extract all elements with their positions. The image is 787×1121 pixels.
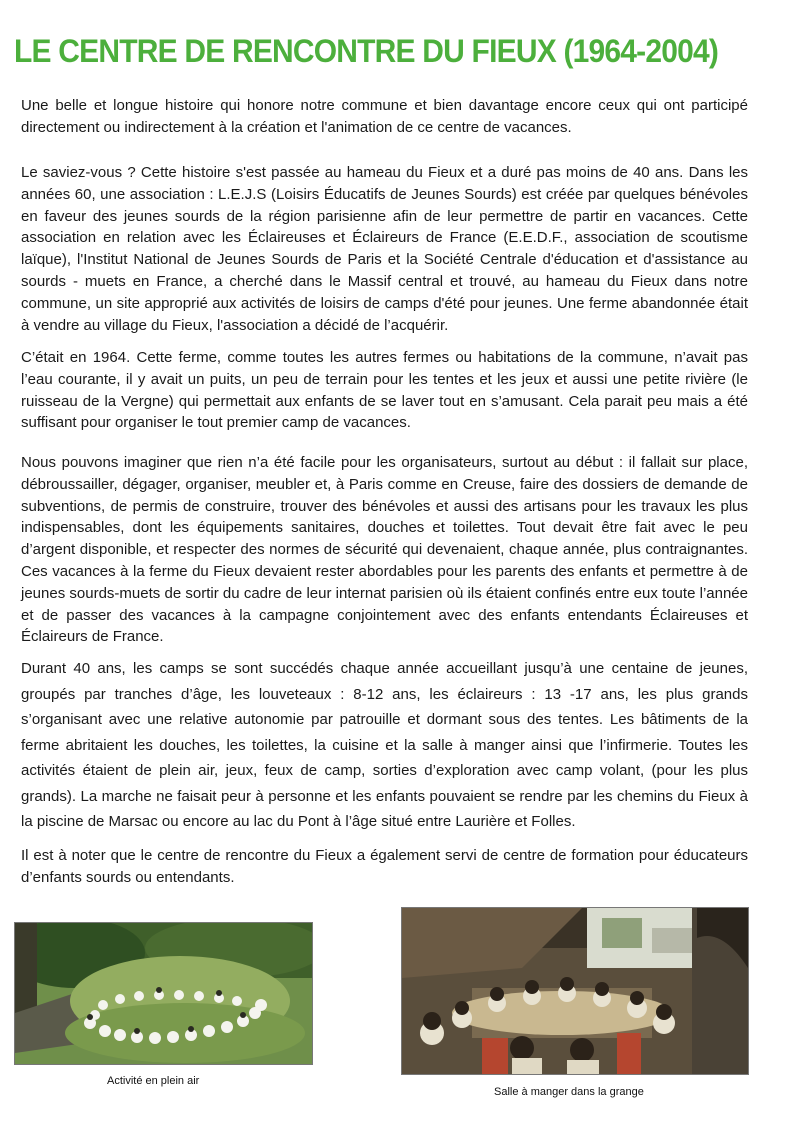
- dining-room-photo: [401, 907, 749, 1075]
- paragraph-formation: Il est à noter que le centre de rencontre du Fieux a également servi de centre de formation pour éducateurs d’enfants sourds ou entendants.: [21, 847, 748, 886]
- paragraph-history: Le saviez-vous ? Cette histoire s'est passée au hameau du Fieux et a duré pas moins de 40 ans. Dans les années 60, une association : L.E.J.S (Loisirs Éducatifs de Jeunes Sourds) est créée par quelques bénévoles en faveur des jeunes sourds de la région parisienne afin de leur permettre de partir en vacances. Cette association en relation avec les Éclaireuses et Éclaireurs de France (E.E.D.F., association de scoutisme laïque), l'Institut National de Jeunes Sourds de Paris et la Société Centrale d'éducation et d'assistance au sourds - muets en France, a cherché dans le Massif central et trouvé, au hameau du Fieux dans notre commune, un site approprié aux activités de loisirs de camps d'été pour jeunes. Une ferme abandonnée était à vendre au village du Fieux, l'association a décidé de l’acquérir.: [21, 164, 748, 334]
- photo-caption-outdoor: Activité en plein air: [107, 1075, 200, 1087]
- outdoor-activity-photo: [14, 922, 313, 1065]
- page-title: LE CENTRE DE RENCONTRE DU FIEUX (1964-2004): [14, 34, 719, 70]
- paragraph-organisation: Nous pouvons imaginer que rien n’a été facile pour les organisateurs, surtout au début : il fallait sur place, débroussailler, dégager, organiser, meubler et, à Paris comme en Creuse, faire des dossiers de demande de subventions, de permis de construire, trouver des bénévoles et aussi des artisans pour les travaux les plus indispensables, dont les équipements sanitaires, douches et toilettes. Tout devait être fait avec le peu d’argent disponible, et respecter des normes de sécurité qui devenaient, chaque année, plus contraignantes. Ces vacances à la ferme du Fieux devaient rester abordables pour les parents des enfants et permettre à de jeunes sourds-muets de sortir du cadre de leur internat parisien où ils étaient confinés entre eux toute l’année et de passer des vacances à la campagne conjointement avec des enfants entendants Éclaireuses et Éclaireurs de France.: [21, 454, 748, 646]
- photo-caption-dining: Salle à manger dans la grange: [494, 1086, 644, 1098]
- paragraph-intro: Une belle et longue histoire qui honore notre commune et bien davantage encore ceux qui ont participé directement ou indirectement à la création et l'animation de ce centre de vacances.: [21, 97, 748, 136]
- paragraph-camps: Durant 40 ans, les camps se sont succédés chaque année accueillant jusqu’à une centaine de jeunes, groupés par tranches d’âge, les louveteaux : 8-12 ans, les éclaireurs : 13 -17 ans, les plus grands s’organisant avec une relative autonomie par patrouille et dormant sous des tentes. Les bâtiments de la ferme abritaient les douches, les toilettes, la cuisine et la salle à manger ainsi que l’infirmerie. Toutes les activités étaient de plein air, jeux, feux de camp, sorties d’exploration avec camp volant, (pour les plus grands). La marche ne faisait peur à personne et les enfants pouvaient se rendre par les chemins du Fieux à la piscine de Marsac ou encore au lac du Pont à l’âge situé entre Laurière et Folles.: [21, 660, 748, 830]
- paragraph-1964: C’était en 1964. Cette ferme, comme toutes les autres fermes ou habitations de la commune, n’avait pas l’eau courante, il y avait un puits, un peu de terrain pour les tentes et les jeux et aussi une petite rivière (le ruisseau de la Vergne) qui permettait aux enfants de se laver tout en s’amusant. Cela parait peu mais a été suffisant pour organiser le tout premier camp de vacances.: [21, 349, 748, 432]
